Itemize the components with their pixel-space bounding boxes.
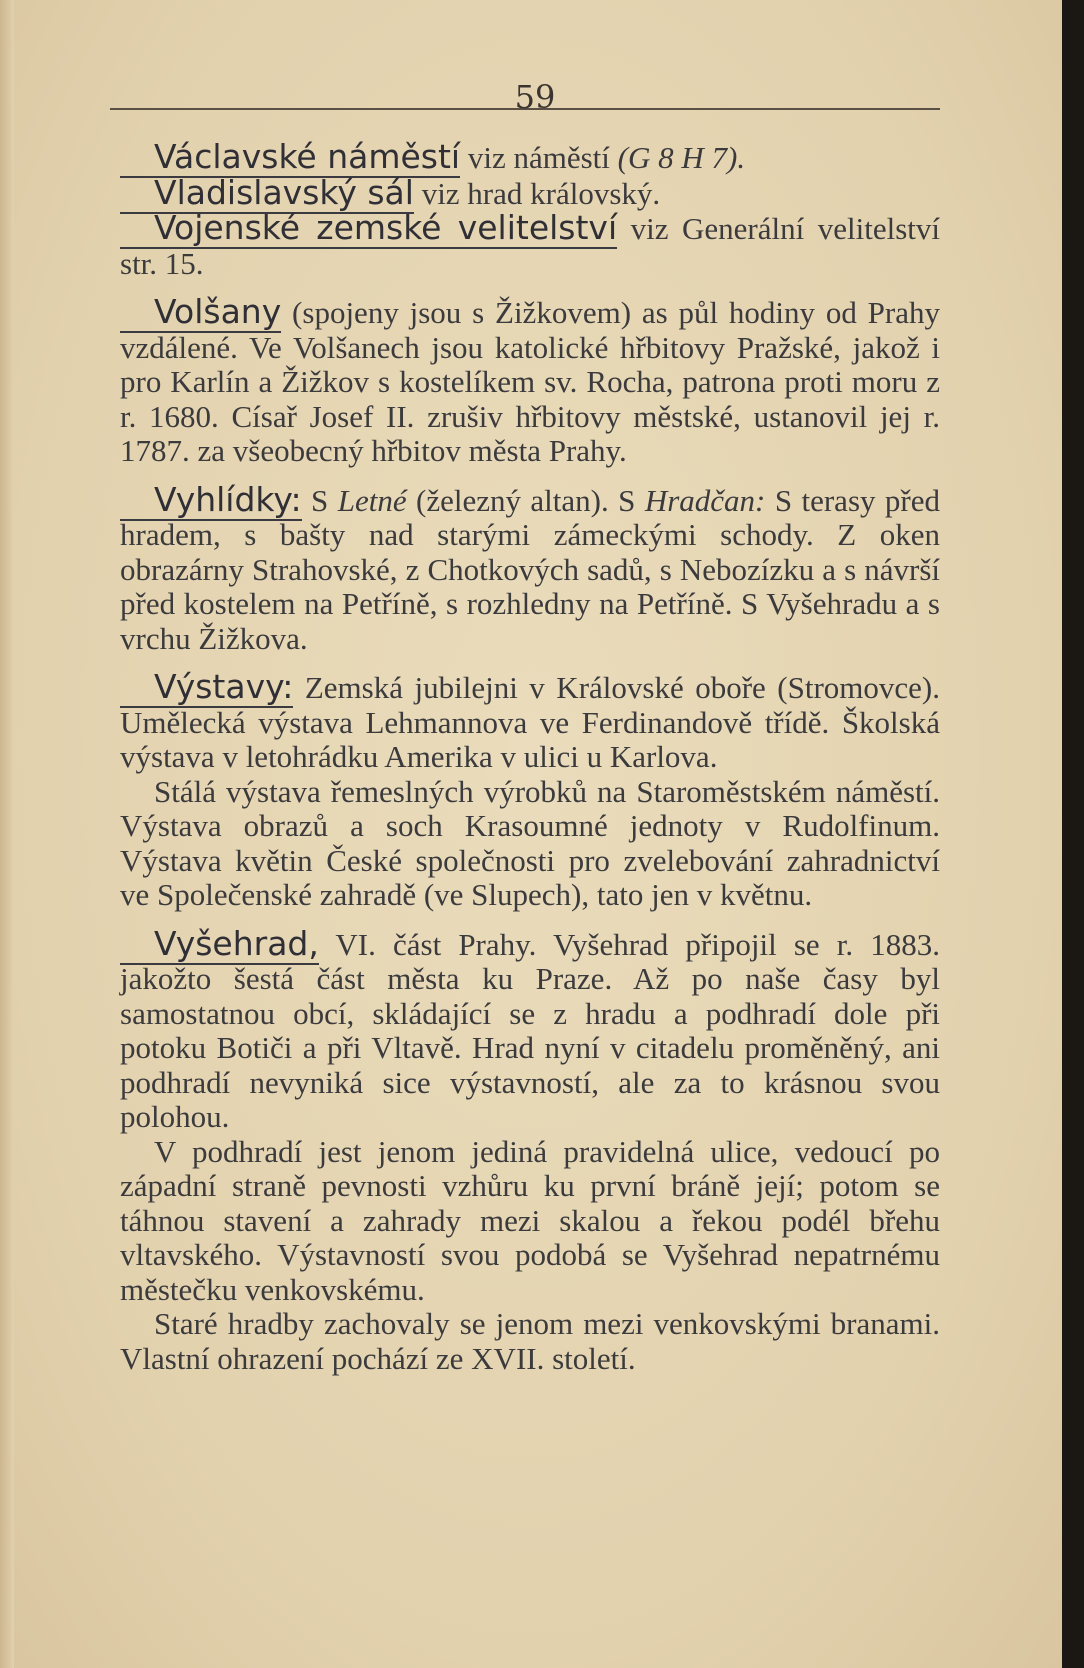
paragraph: Staré hradby zachovaly se jenom mezi venkovskými branami. Vlastní ohrazení pochází ze XVII. století.	[120, 1306, 940, 1376]
page-content	[120, 137, 941, 1376]
entry-heading: Vyhlídky:	[120, 480, 302, 521]
entry-text: VI. část Prahy. Vyšehrad připojil se r. 1883. jakožto šestá část města ku Praze. Až po naše časy byl samostatnou obcí, skládající se z hradu a podhradí dole při potoku Botiči a při Vltavě. Hrad nyní v citadelu proměněný, ani podhradí nevyniká sice výstavností, ale za to krásnou svou polohou.	[120, 926, 940, 1134]
entry-heading: Vyšehrad,	[120, 924, 319, 965]
entry-vystavy	[120, 667, 940, 775]
entry-text: Zemská jubilejni v Královské oboře (Stromovce). Umělecká výstava Lehmannova ve Ferdinandově třídě. Školská výstava v letohrádku Amerika v ulici u Karlova.	[120, 670, 940, 774]
entry-italic: Hradčan:	[644, 482, 766, 518]
entry-heading: Volšany	[120, 292, 281, 333]
entry-heading: Vladislavský sál	[120, 173, 414, 214]
entry-text: S	[301, 482, 338, 518]
paragraph: V podhradí jest jenom jediná pravidelná ulice, vedoucí po západní straně pevnosti vzhůru ku první bráně její; potom se táhnou stavení a zahrady mezi skalou a řekou podél břehu vltavského. Výstavností svou podobá se Vyšehrad nepatrnému městečku venkovskému.	[120, 1133, 940, 1307]
entry-text: viz hrad královský.	[413, 175, 661, 211]
page-edge	[0, 0, 14, 1668]
entry-text: viz náměstí	[460, 140, 618, 175]
entry-heading: Václavské náměstí	[120, 137, 460, 178]
page-number: 59	[514, 78, 556, 116]
entry-vaclavske-namesti	[120, 137, 940, 176]
page-header	[110, 78, 940, 118]
entry-italic: Letné	[337, 482, 407, 518]
entry-vladislavsky-sal	[120, 172, 940, 212]
entry-vysehrad	[120, 923, 940, 1135]
entry-vojenske-velitelstvi	[120, 208, 940, 281]
paragraph: Stálá výstava řemeslných výrobků na Staroměstském náměstí. Výstava obrazů a soch Krasoumné jednoty v Rudolfinum. Výstava květin České společnosti pro zvelebování zahradnictví ve Společenské zahradě (ve Slupech), tato jen v květnu.	[120, 773, 940, 912]
entry-text: S terasy před hradem, s bašty nad starými zámeckými schody. Z oken obrazárny Strahovské, z Chotkových sadů, s Nebozízku a s návrší před kostelem na Petříně, s rozhledny na Petříně. S Vyšehradu a s vrchu Žižkova.	[120, 482, 941, 656]
entry-heading: Výstavy:	[120, 667, 293, 708]
entry-text: viz Generální velitelství str. 15.	[120, 211, 940, 281]
entry-heading: Vojenské zemské velitelství	[120, 208, 617, 249]
entry-vyhlidky	[120, 479, 941, 657]
entry-text: (železný altan). S	[406, 482, 645, 518]
entry-text: (spojeny jsou s Žižkovem) as půl hodiny od Prahy vzdálené. Ve Volšanech jsou katolické hřbitovy Pražské, jakož i pro Karlín a Žižkov s kostelíkem sv. Rocha, patrona proti moru z r. 1680. Císař Josef II. zrušiv hřbitovy městské, ustanovil jej r. 1787. za všeobecný hřbitov města Prahy.	[120, 295, 940, 468]
entry-italic: (G 8 H 7).	[617, 140, 746, 175]
entry-volsany	[120, 292, 940, 469]
